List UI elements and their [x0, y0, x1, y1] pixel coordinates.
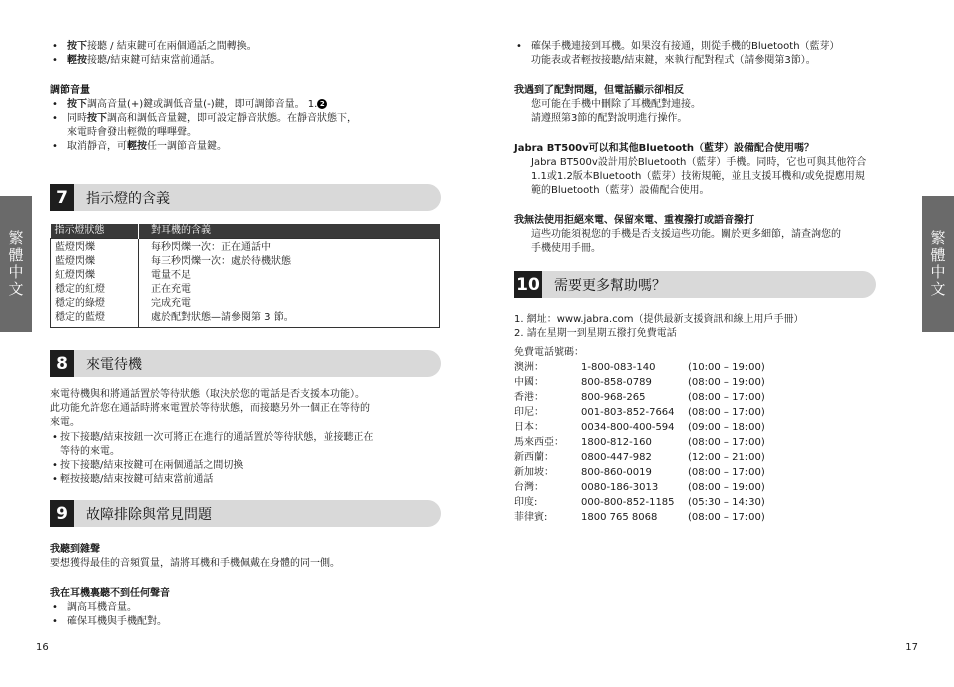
hours-cell: (08:00 – 17:00): [688, 407, 765, 418]
hours-cell: (08:00 – 17:00): [688, 437, 765, 448]
list-item: • 調高耳機音量。: [50, 601, 442, 615]
table-header: 對耳機的含義: [139, 224, 440, 239]
country-cell: 新西蘭：: [514, 452, 554, 463]
call-waiting-bullets: [50, 431, 442, 487]
faq-answer: 1.1或1.2版本Bluetooth（藍芽）技術規範，並且支援耳機和/或免提應用規: [531, 171, 865, 182]
paragraph-line: 此功能允許您在通話時將來電置於等待狀態，而接聽另外一個正在等待的: [50, 403, 370, 414]
section-number: 9: [50, 500, 74, 527]
list-item: • 確保耳機與手機配對。: [50, 615, 442, 629]
country-cell: 台灣：: [514, 482, 544, 493]
faq-answer: 手機使用手冊。: [531, 243, 601, 254]
section-title: 來電待機: [86, 356, 142, 373]
phone-cell: 800-858-0789: [581, 377, 652, 388]
list-item: • 確保手機連接到耳機。如果沒有接通，則從手機的Bluetooth（藍芽） 功能表或者輕按接聽/結束鍵，來執行配對程式（請參閱第3節）。: [514, 40, 894, 68]
country-cell: 菲律賓:: [514, 512, 548, 523]
list-item: • 按下接聽/結束按鍵可在兩個通話之間切換: [50, 459, 442, 473]
volume-bullets: [50, 98, 442, 154]
paragraph-line: 來電。: [50, 417, 80, 428]
hours-cell: (08:00 – 19:00): [688, 482, 765, 493]
country-cell: 香港：: [514, 392, 544, 403]
paragraph-line: 來電待機與和將通話置於等待狀態（取決於您的電話是否支援本功能）。: [50, 389, 365, 400]
section-number: 10: [514, 271, 542, 298]
language-tab-label: 繁體中文: [6, 230, 25, 298]
page-number: 17: [905, 642, 918, 653]
country-cell: 中國：: [514, 377, 544, 388]
language-tab-right: [922, 196, 954, 332]
hours-cell: (08:00 – 17:00): [688, 467, 765, 478]
list-item: • 按下接聽/結束按鈕一次可將正在進行的通話置於等待狀態，並接聽正在 等待的來電。: [50, 431, 442, 459]
phone-cell: 1-800-083-140: [581, 362, 656, 373]
phone-label: 免費電話號碼：: [514, 347, 584, 358]
page-number: 16: [36, 642, 49, 653]
help-item: 2. 請在星期一到星期五撥打免費電話: [514, 328, 677, 339]
phone-cell: 1800 765 8068: [581, 512, 658, 523]
table-header: 指示燈狀態: [51, 224, 139, 239]
list-item: • 同時按下調高和調低音量鍵，即可設定靜音狀態。在靜音狀態下， 來電時會發出輕微的嗶嗶聲。: [50, 112, 442, 140]
call-waiting-body: [50, 388, 442, 487]
section-number: 8: [50, 350, 74, 377]
section-number: 7: [50, 184, 74, 211]
left-column: [50, 40, 442, 154]
section-8-header: [50, 350, 441, 377]
help-body: [514, 313, 894, 525]
list-item: • 輕按接聽/結束按鍵可結束當前通話: [50, 473, 442, 487]
indicator-table-wrap: [50, 224, 440, 328]
connection-bullets: [514, 40, 894, 68]
list-item: • 取消靜音，可輕按任一調節音量鍵。: [50, 140, 442, 154]
hours-cell: (08:00 – 19:00): [688, 377, 765, 388]
phone-cell: 0034-800-400-594: [581, 422, 675, 433]
meaning-column: 每秒閃爍一次：正在通話中 每三秒閃爍一次：處於待機狀態 電量不足 正在充電 完成充電 處於配對狀態—請參閱第 3 節。: [139, 239, 440, 328]
language-tab-left: [0, 196, 32, 332]
faq-answer: 要想獲得最佳的音頻質量，請將耳機和手機佩戴在身體的同一側。: [50, 558, 340, 569]
section-10-header: [514, 271, 876, 298]
faq-question: 我聽到雜聲: [50, 544, 100, 555]
list-item: • 輕按接聽/結束鍵可結束當前通話。: [50, 54, 442, 68]
hours-cell: (10:00 – 19:00): [688, 362, 765, 373]
troubleshooting-body: [50, 543, 442, 629]
intro-bullets: [50, 40, 442, 68]
right-column: [514, 40, 894, 256]
country-cell: 印尼：: [514, 407, 544, 418]
hours-cell: (09:00 – 18:00): [688, 422, 765, 433]
right-page: [477, 0, 954, 687]
faq-answer: Jabra BT500v設計用於Bluetooth（藍芽）手機。同時，它也可與其他符合: [531, 157, 867, 168]
phone-cell: 0800-447-982: [581, 452, 652, 463]
support-phone-table: [514, 360, 894, 525]
phone-cell: 1800-812-160: [581, 437, 652, 448]
phone-cell: 001-803-852-7664: [581, 407, 675, 418]
hours-cell: (05:30 – 14:30): [688, 497, 765, 508]
phone-cell: 800-968-265: [581, 392, 646, 403]
hours-cell: (12:00 – 21:00): [688, 452, 765, 463]
country-cell: 澳洲：: [514, 362, 544, 373]
phone-cell: 0080-186-3013: [581, 482, 659, 493]
list-item: • 按下調高音量(+)鍵或調低音量(-)鍵，即可調節音量。 1. 2: [50, 98, 442, 112]
country-cell: 印度:: [514, 497, 538, 508]
faq-bullets: [50, 601, 442, 629]
step-badge: 2: [317, 99, 327, 109]
country-cell: 馬來西亞：: [514, 437, 564, 448]
help-item: 1. 網址：www.jabra.com（提供最新支援資訊和線上用戶手冊）: [514, 314, 804, 325]
phone-cell: 000-800-852-1185: [581, 497, 675, 508]
section-7-header: [50, 184, 441, 211]
faq-question: 我無法使用拒絕來電、保留來電、重複撥打或語音撥打: [514, 215, 754, 226]
list-item: • 按下接聽 / 結束鍵可在兩個通話之間轉換。: [50, 40, 442, 54]
section-title: 需要更多幫助嗎？: [554, 277, 666, 294]
hours-cell: (08:00 – 17:00): [688, 512, 765, 523]
faq-question: 我遇到了配對問題，但電話顯示卻相反: [514, 85, 684, 96]
phone-cell: 800-860-0019: [581, 467, 652, 478]
faq-answer: 您可能在手機中刪除了耳機配對連接。: [531, 99, 701, 110]
country-cell: 日本：: [514, 422, 544, 433]
faq-question: Jabra BT500v可以和其他Bluetooth（藍芽）設備配合使用嗎？: [514, 143, 814, 154]
section-title: 指示燈的含義: [86, 190, 170, 207]
hours-cell: (08:00 – 17:00): [688, 392, 765, 403]
state-column: 藍燈閃爍 藍燈閃爍 紅燈閃爍 穩定的紅燈 穩定的綠燈 穩定的藍燈: [51, 239, 139, 328]
faq-question: 我在耳機裏聽不到任何聲音: [50, 588, 170, 599]
section-title: 故障排除與常見問題: [86, 506, 212, 523]
language-tab-label: 繁體中文: [928, 230, 947, 298]
section-9-header: [50, 500, 441, 527]
faq-answer: 範的Bluetooth（藍芽）設備配合使用。: [531, 185, 710, 196]
faq-answer: 這些功能須視您的手機是否支援這些功能。關於更多細節，請查詢您的: [531, 229, 841, 240]
indicator-table: [50, 224, 440, 328]
volume-heading: 調節音量: [50, 85, 90, 96]
country-cell: 新加坡：: [514, 467, 554, 478]
faq-answer: 請遵照第3節的配對說明進行操作。: [531, 113, 688, 124]
